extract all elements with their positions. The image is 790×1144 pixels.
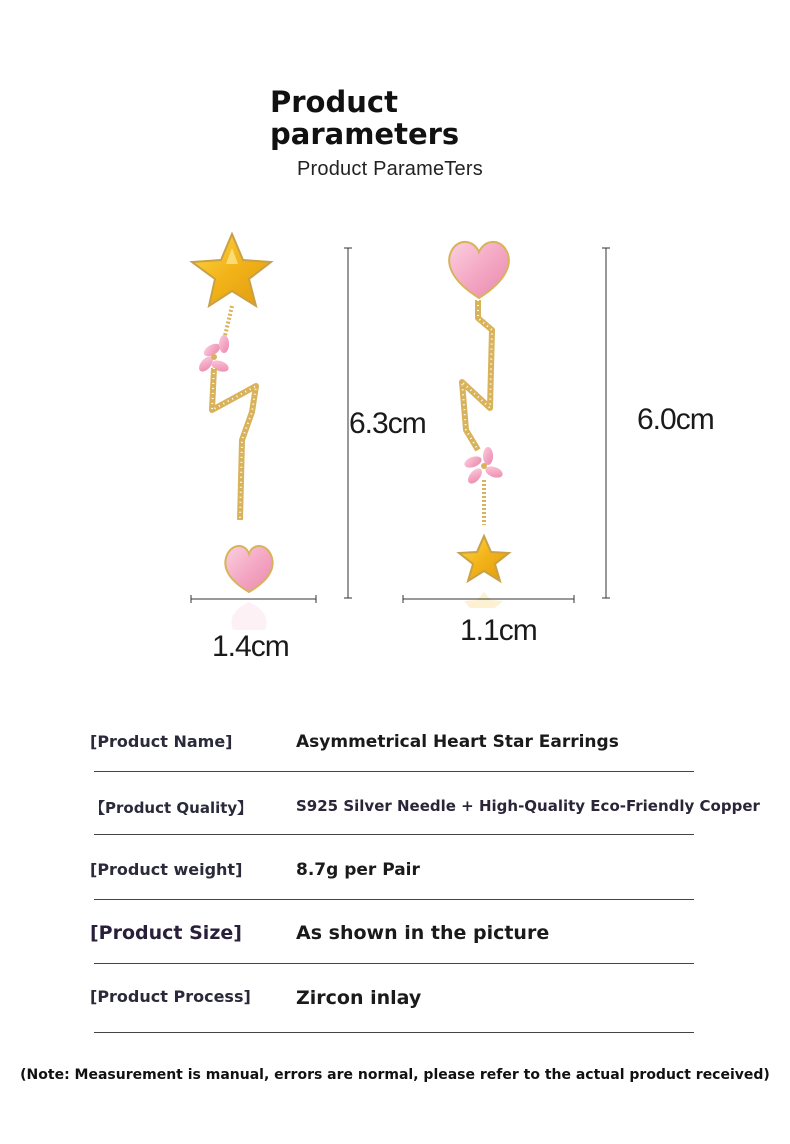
page-title-text: Product parameters [270, 85, 460, 151]
row-divider [94, 834, 694, 835]
row-divider [94, 1032, 694, 1033]
left-width-label: 1.4cm [212, 630, 289, 663]
page-subtitle: Product ParameTers [297, 158, 483, 180]
param-label-process: [Product Process] [90, 987, 251, 1006]
row-divider [94, 899, 694, 900]
left-heart-gem [225, 546, 272, 592]
param-value-weight: 8.7g per Pair [296, 860, 420, 880]
param-label-quality: 【Product Quality】 [90, 799, 253, 817]
right-height-label: 6.0cm [637, 403, 714, 436]
param-row-process [90, 987, 694, 1027]
param-label-size: [Product Size] [90, 922, 242, 944]
param-label-weight: [Product weight] [90, 860, 243, 879]
left-height-label: 6.3cm [349, 407, 426, 440]
right-width-label: 1.1cm [460, 614, 537, 647]
left-star-gem [192, 234, 271, 306]
param-row-name [90, 732, 694, 772]
left-earring [192, 234, 273, 630]
param-row-weight [90, 860, 694, 900]
right-heart-gem [449, 242, 509, 298]
right-earring [449, 242, 509, 608]
page-title [270, 86, 470, 150]
param-value-quality: S925 Silver Needle + High-Quality Eco-Friendly Copper [296, 797, 760, 815]
measurement-note: (Note: Measurement is manual, errors are normal, please refer to the actual product received) [20, 1067, 770, 1083]
param-row-quality [90, 795, 760, 835]
param-row-size [90, 922, 694, 962]
param-value-size: As shown in the picture [296, 922, 550, 944]
right-star-gem [459, 536, 509, 581]
product-figure [0, 200, 790, 680]
row-divider [94, 963, 694, 964]
param-label-name: [Product Name] [90, 732, 233, 751]
param-value-name: Asymmetrical Heart Star Earrings [296, 732, 619, 752]
row-divider [94, 771, 694, 772]
param-value-process: Zircon inlay [296, 987, 422, 1009]
